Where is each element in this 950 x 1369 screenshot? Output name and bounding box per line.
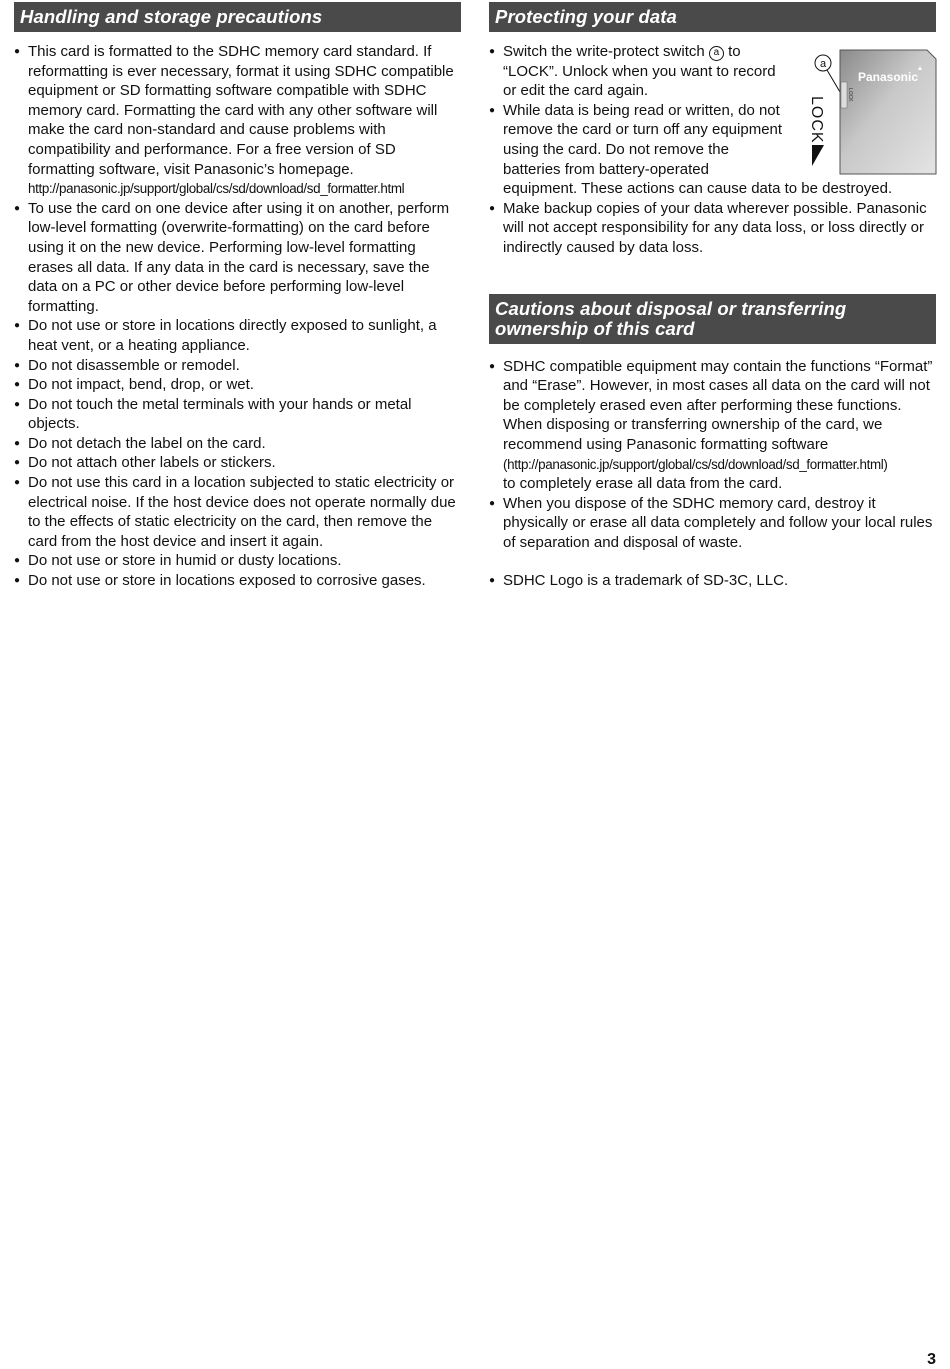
- trademark-note: ● SDHC Logo is a trademark of SD-3C, LLC.: [489, 571, 936, 591]
- list-item: ● Do not use or store in locations exposed to corrosive gases.: [14, 571, 461, 591]
- list-item: ● Do not attach other labels or stickers.: [14, 453, 461, 473]
- card-brand-logo: Panasonic: [857, 70, 919, 84]
- list-item-text: “LOCK”. Unlock when you want to record: [503, 62, 776, 80]
- list-item: [14, 42, 461, 199]
- list-item: ● Do not use or store in locations directly exposed to sunlight, a heat vent, or a heating appliance.: [14, 316, 461, 355]
- callout-leader-line: [827, 70, 840, 92]
- list-item: ● Do not use this card in a location subjected to static electricity or electrical noise. If the host device does not operate normally due to the effects of static electricity on the card, then remove the card from the host device and insert it again.: [14, 473, 461, 551]
- formatter-url: http://panasonic.jp/support/global/cs/sd/download/sd_formatter.html: [28, 181, 405, 197]
- list-item: ● Do not disassemble or remodel.: [14, 356, 461, 376]
- list-item: [489, 357, 936, 494]
- list-item-text: This card is formatted to the SDHC memory card standard. If reformatting is ever necessary, format it using SDHC compatible equipment or SD formatting software compatible with SDHC memory card. Formatting the card with any other software will make the card non-standard and cause problems with compatibility and performance. For a free version of SD formatting software, visit Panasonic’s homepage.: [28, 43, 454, 178]
- list-item: ● To use the card on one device after using it on another, perform low-level formatting (overwrite-formatting) on the card before using it on the new device. Performing low-level formatting erases all data. If any data in the card is necessary, save the data on a PC or other device before performing low-level formatting.: [14, 199, 461, 317]
- list-item-text: batteries from battery-operated: [503, 160, 709, 178]
- list-item-text: using the card. Do not remove the: [503, 140, 729, 158]
- sd-card-body: [840, 50, 936, 174]
- sd-card-illustration: [808, 48, 936, 178]
- cautions-title-line: ownership of this card: [495, 317, 695, 339]
- page-number: 3: [927, 1351, 936, 1368]
- handling-list: [14, 42, 461, 591]
- list-item: ● When you dispose of the SDHC memory card, destroy it physically or erase all data completely and follow your local rules of separation and disposal of waste.: [489, 494, 936, 553]
- card-lock-text: LOCK: [847, 88, 853, 102]
- cautions-list: [489, 357, 936, 553]
- list-item: ● Do not detach the label on the card.: [14, 434, 461, 454]
- list-item-text: remove the card or turn off any equipment: [503, 121, 783, 139]
- callout-letter: a: [819, 58, 827, 70]
- formatter-url: (http://panasonic.jp/support/global/cs/sd/download/sd_formatter.html): [503, 456, 888, 472]
- protecting-section-title: Protecting your data: [489, 2, 936, 32]
- list-item: ● Make backup copies of your data wherever possible. Panasonic will not accept responsibility for any data loss, or loss directly or indirectly caused by data loss.: [489, 199, 936, 258]
- list-item-text: or edit the card again.: [503, 82, 649, 100]
- lock-arrow-icon: [812, 145, 824, 166]
- list-item-text: Switch the write-protect switch: [503, 43, 705, 60]
- callout-a-marker: a: [709, 46, 724, 61]
- list-item-text: SDHC compatible equipment may contain the functions “Format” and “Erase”. However, in most cases all data on the card will not be completely erased even after performing these functions. When disposing or transferring ownership of the card, we recommend using Panasonic formatting software: [503, 357, 933, 453]
- list-item-text: While data is being read or written, do not: [503, 101, 780, 119]
- list-item: ● Do not use or store in humid or dusty locations.: [14, 551, 461, 571]
- handling-section-title: Handling and storage precautions: [14, 2, 461, 32]
- left-column: [14, 2, 461, 591]
- cautions-title-line: Cautions about disposal or transferring: [495, 297, 847, 319]
- cautions-section-title: [489, 294, 936, 344]
- list-item-text: to: [728, 43, 741, 60]
- list-item-text: to completely erase all data from the card.: [503, 475, 783, 493]
- list-item: ● Do not touch the metal terminals with your hands or metal objects.: [14, 395, 461, 434]
- list-item: ● Do not impact, bend, drop, or wet.: [14, 375, 461, 395]
- lock-label: LOCK: [808, 96, 825, 144]
- write-protect-switch: [841, 82, 847, 108]
- trademark-list: [489, 571, 936, 591]
- list-item-text: equipment. These actions can cause data to be destroyed.: [503, 180, 893, 198]
